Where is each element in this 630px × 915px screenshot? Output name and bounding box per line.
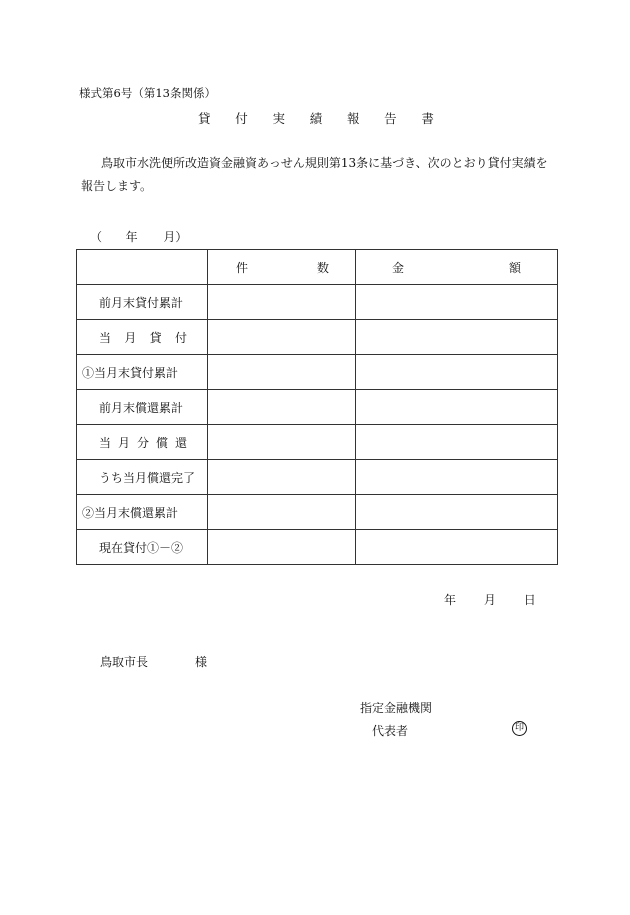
row-label-cell bbox=[77, 530, 208, 565]
header-amount bbox=[392, 259, 521, 276]
table-row bbox=[77, 320, 558, 355]
header-count-char: 件 bbox=[236, 260, 249, 275]
row-label: ②当月末償還累計 bbox=[82, 505, 179, 520]
table-row bbox=[77, 495, 558, 530]
count-cell[interactable] bbox=[208, 460, 356, 495]
row-label-char: 還 bbox=[174, 435, 187, 450]
period-year-label: 年 bbox=[125, 230, 138, 244]
count-cell[interactable] bbox=[208, 495, 356, 530]
reporting-period bbox=[90, 228, 187, 245]
row-label-cell bbox=[77, 320, 208, 355]
row-label-cell bbox=[77, 390, 208, 425]
row-label-char: 分 bbox=[136, 435, 149, 450]
row-label: 前月末貸付累計 bbox=[99, 295, 184, 310]
amount-cell[interactable] bbox=[356, 390, 558, 425]
amount-cell[interactable] bbox=[356, 425, 558, 460]
amount-cell[interactable] bbox=[356, 530, 558, 565]
row-label-char: 貸 bbox=[149, 330, 162, 345]
row-label: ①当月末貸付累計 bbox=[82, 365, 179, 380]
row-label-cell bbox=[77, 425, 208, 460]
count-cell[interactable] bbox=[208, 390, 356, 425]
count-cell[interactable] bbox=[208, 530, 356, 565]
designated-bank-label: 指定金融機関 bbox=[360, 701, 433, 715]
row-label: 現在貸付①－② bbox=[99, 540, 184, 555]
form-number: 様式第6号（第13条関係） bbox=[79, 86, 216, 100]
row-label-cell bbox=[77, 460, 208, 495]
count-cell[interactable] bbox=[208, 425, 356, 460]
addressee-honorific: 様 bbox=[195, 655, 208, 669]
addressee: 鳥取市長 bbox=[100, 655, 149, 669]
amount-cell[interactable] bbox=[356, 285, 558, 320]
table-row bbox=[77, 425, 558, 460]
table-row bbox=[77, 285, 558, 320]
period-month-label: 月） bbox=[163, 230, 188, 244]
title-char: 付 bbox=[235, 111, 248, 126]
title-char: 書 bbox=[421, 111, 434, 126]
row-label-cell bbox=[77, 285, 208, 320]
document-title bbox=[198, 109, 434, 127]
row-label: うち当月償還完了 bbox=[99, 470, 196, 485]
row-label-char: 月 bbox=[117, 435, 130, 450]
header-amount-char: 額 bbox=[508, 260, 521, 275]
row-label-char: 償 bbox=[155, 435, 168, 450]
row-label: 前月末償還累計 bbox=[99, 400, 184, 415]
row-label-char: 当 bbox=[99, 330, 112, 345]
date-day-label: 日 bbox=[523, 593, 536, 607]
row-label-char: 付 bbox=[174, 330, 187, 345]
report-table bbox=[76, 249, 558, 565]
title-char: 告 bbox=[384, 111, 397, 126]
table-row bbox=[77, 530, 558, 565]
header-count-cell bbox=[208, 250, 356, 285]
title-char: 実 bbox=[272, 111, 285, 126]
row-label-cell bbox=[77, 495, 208, 530]
date-month-label: 月 bbox=[483, 593, 496, 607]
row-label-cell bbox=[77, 355, 208, 390]
row-label-char: 月 bbox=[124, 330, 137, 345]
representative-label: 代表者 bbox=[372, 724, 409, 738]
row-label bbox=[99, 434, 187, 451]
seal-mark: 印 bbox=[512, 721, 527, 736]
table-row bbox=[77, 460, 558, 495]
row-label bbox=[99, 329, 187, 346]
period-open-paren: （ bbox=[90, 230, 103, 244]
table-row bbox=[77, 355, 558, 390]
title-char: 貸 bbox=[198, 111, 211, 126]
title-char: 報 bbox=[346, 111, 360, 126]
header-empty-cell bbox=[77, 250, 208, 285]
table-row bbox=[77, 390, 558, 425]
header-amount-char: 金 bbox=[392, 260, 405, 275]
amount-cell[interactable] bbox=[356, 495, 558, 530]
amount-cell[interactable] bbox=[356, 460, 558, 495]
intro-paragraph: 鳥取市水洗便所改造資金融資あっせん規則第13条に基づき、次のとおり貸付実績を報告します。 bbox=[81, 156, 548, 193]
count-cell[interactable] bbox=[208, 355, 356, 390]
count-cell[interactable] bbox=[208, 320, 356, 355]
date-line bbox=[444, 591, 536, 608]
row-label-char: 当 bbox=[99, 435, 112, 450]
count-cell[interactable] bbox=[208, 285, 356, 320]
header-count-char: 数 bbox=[316, 260, 329, 275]
header-amount-cell bbox=[356, 250, 558, 285]
title-char: 績 bbox=[309, 111, 323, 126]
table-header-row bbox=[77, 250, 558, 285]
header-count bbox=[236, 259, 329, 276]
amount-cell[interactable] bbox=[356, 355, 558, 390]
amount-cell[interactable] bbox=[356, 320, 558, 355]
date-year-label: 年 bbox=[444, 593, 457, 607]
